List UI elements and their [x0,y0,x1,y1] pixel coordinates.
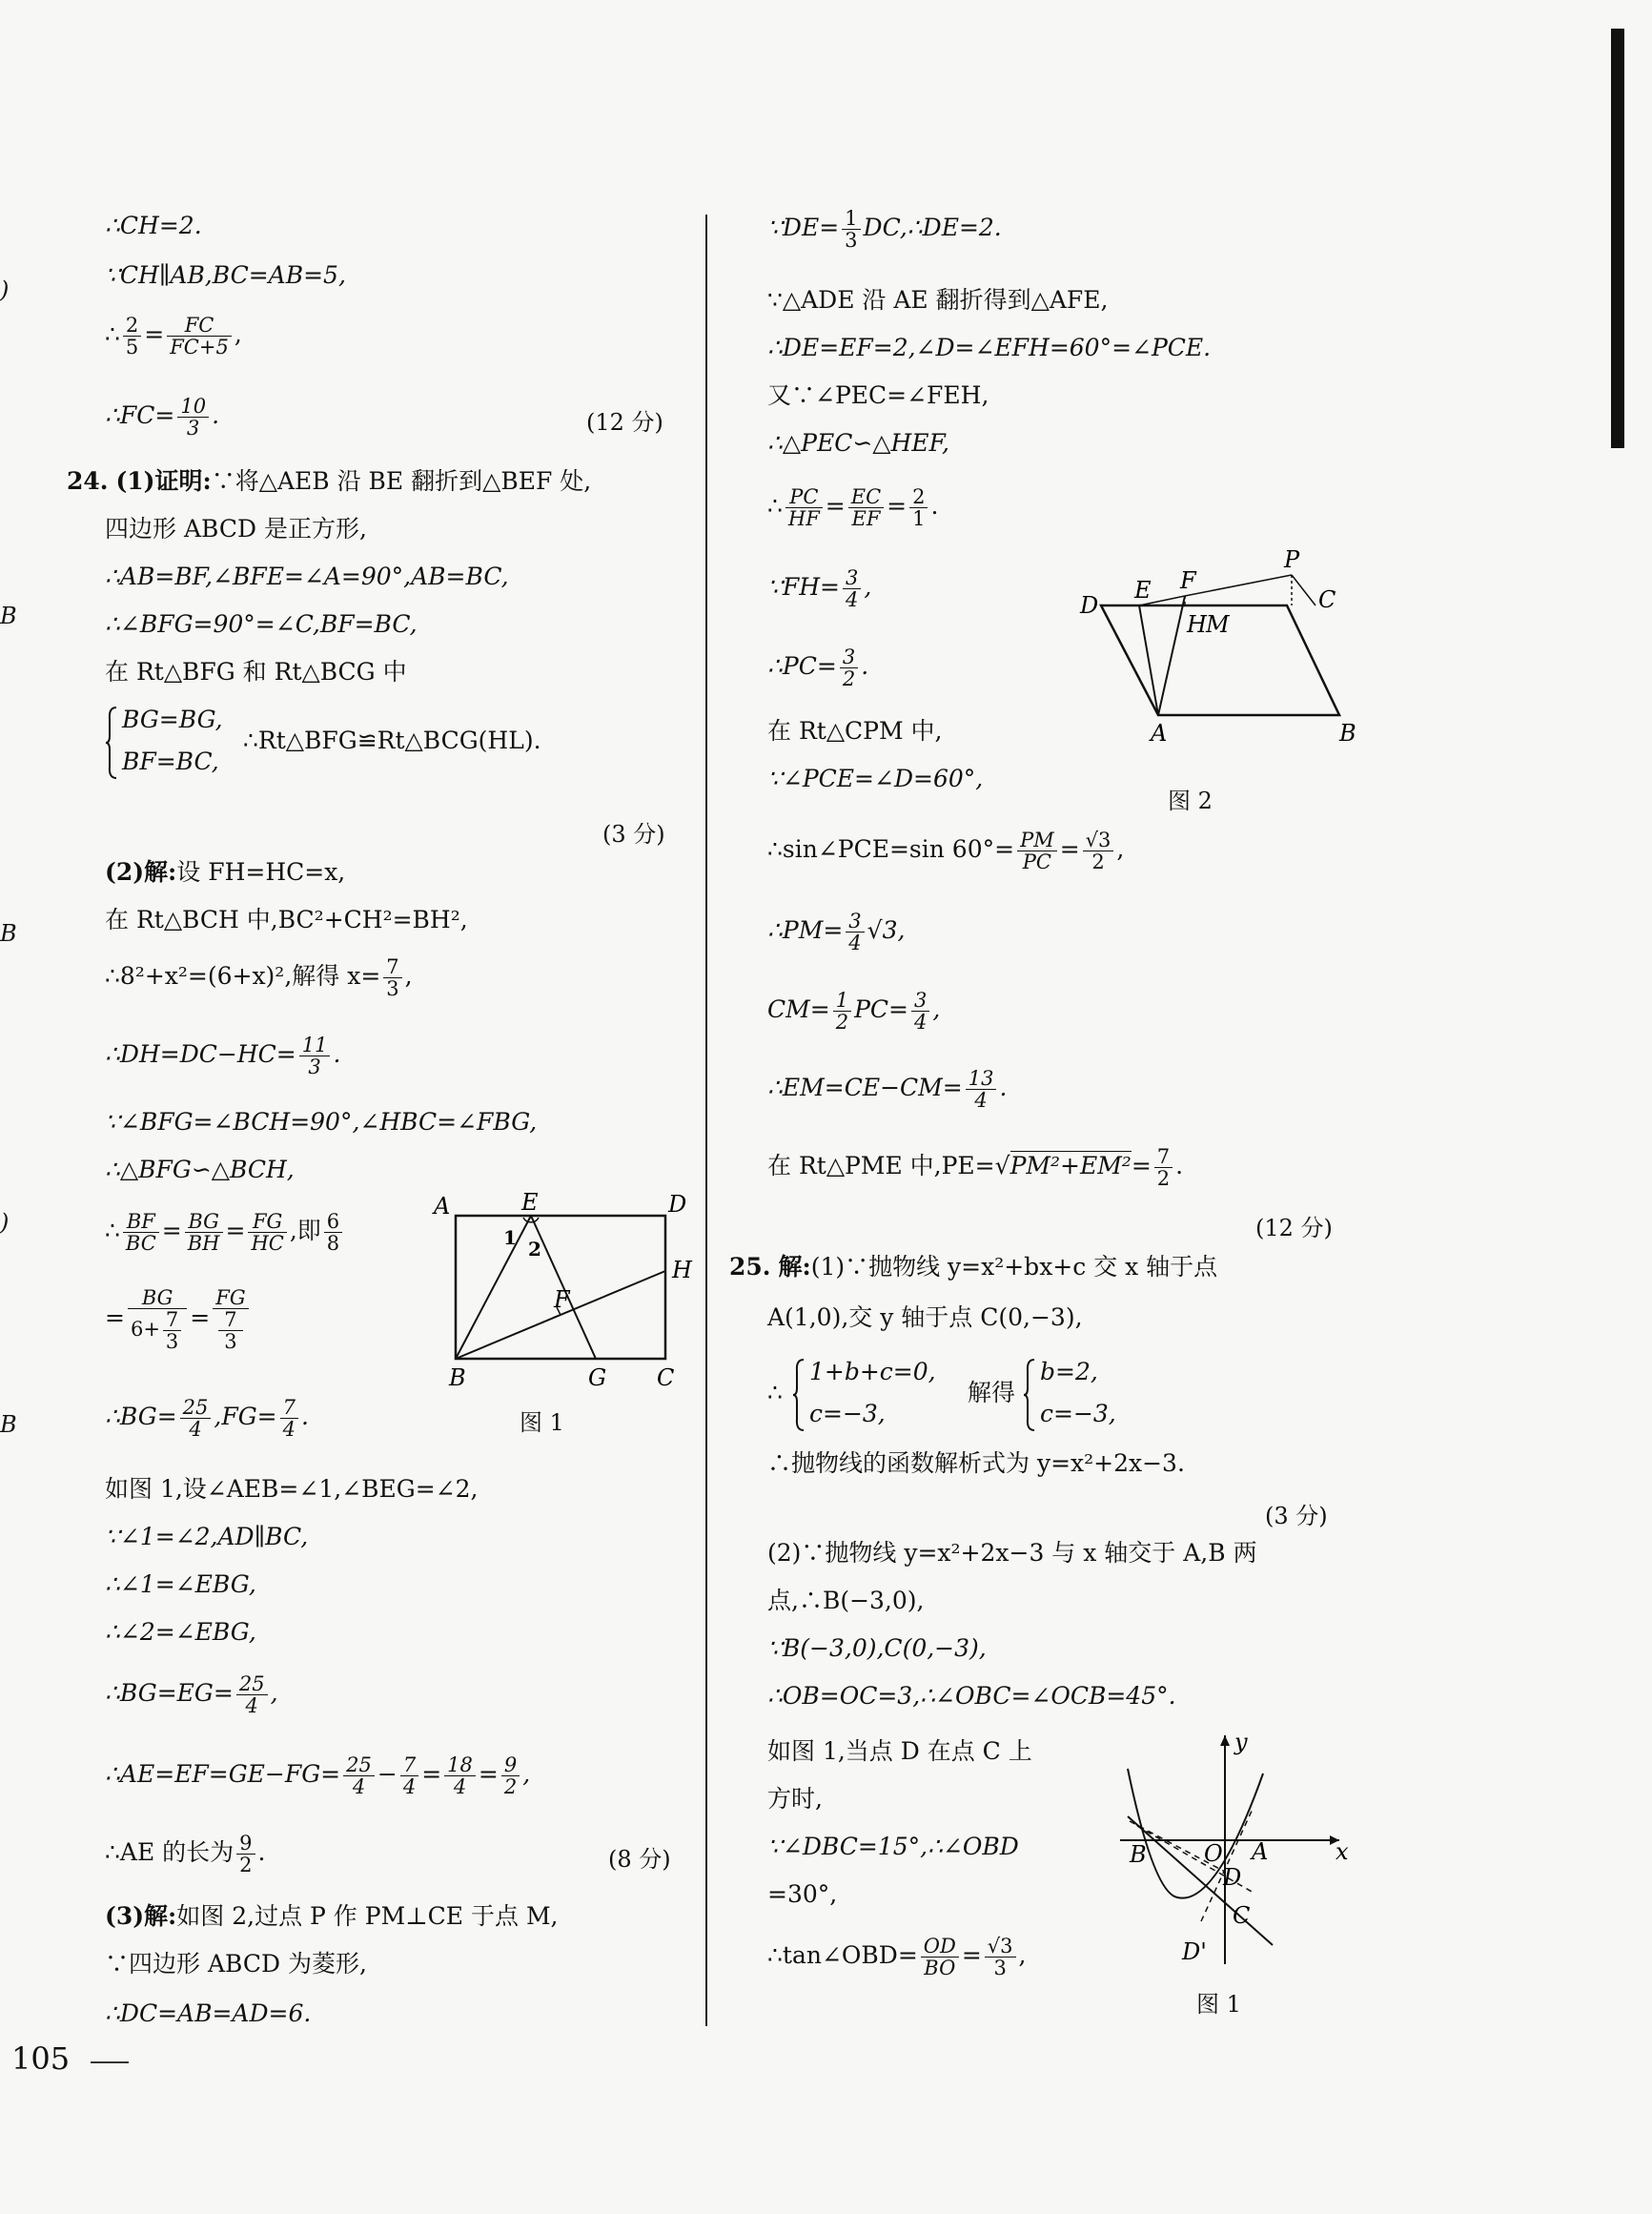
text-line: ∴EM=CE−CM= $\frac{13}{4}$ . [767,1067,1008,1112]
figure-caption: 图 1 [520,1409,564,1436]
text-line: ∵四边形 ABCD 为菱形, [105,1950,367,1978]
brace-icon [105,706,118,780]
angle-arc [523,1218,539,1222]
text-line: 在 Rt△PME 中,PE=√PM²+EM²= $\frac{7}{2}$ . [767,1145,1184,1190]
text-line: A(1,0),交 y 轴于点 C(0,−3), [767,1303,1083,1331]
point-label: B [1130,1841,1147,1868]
text-line: 在 Rt△CPM 中, [767,717,943,745]
score-marker: (12 分) [586,409,663,436]
text-line: ∴PM= $\frac{3}{4}$ √3, [767,910,906,954]
text-line: 四边形 ABCD 是正方形, [105,515,367,543]
text-line: CM= $\frac{1}{2}$ PC= $\frac{3}{4}$ , [767,989,941,1034]
text-line: ∵∠DBC=15°,∴∠OBD [767,1833,1019,1860]
text-line: ∴DH=DC−HC= $\frac{11}{3}$ . [105,1034,341,1078]
text-line: ∴BG= $\frac{25}{4}$ ,FG= $\frac{7}{4}$ . [105,1396,309,1441]
line-BC [1128,1816,1273,1945]
text-line: 在 Rt△BCH 中,BC²+CH²=BH², [105,906,468,933]
text-line: 又∵∠PEC=∠FEH, [767,381,989,409]
segment-BE [456,1216,531,1359]
text-line: ∴∠1=∠EBG, [105,1570,256,1598]
margin-mark: B [0,920,17,947]
text-line: =30°, [767,1880,838,1908]
text-line: 如图 1,设∠AEB=∠1,∠BEG=∠2, [105,1475,479,1503]
text-line: ∵FH= $\frac{3}{4}$ , [767,566,872,611]
point-label: A [1151,720,1168,747]
edge-bar [1611,29,1624,448]
figure-caption: 图 1 [1196,1991,1241,2018]
question-25: 25. 解:(1)∵抛物线 y=x²+bx+c 交 x 轴于点 [729,1253,1218,1281]
text-line: 在 Rt△BFG 和 Rt△BCG 中 [105,658,407,686]
score-marker: (8 分) [608,1846,671,1873]
text-line: ∵∠PCE=∠D=60°, [767,765,984,792]
margin-mark: ) [0,277,10,303]
figure-caption: 图 2 [1168,788,1213,814]
text-line: ∴ $\frac{2}{5}$ = $\frac{FC}{FC+5}$ , [105,314,242,359]
point-label: M [1206,611,1230,638]
text-line: ∵CH∥AB,BC=AB=5, [105,261,346,289]
text-line: ∵DE= $\frac{1}{3}$ DC,∴DE=2. [767,207,1002,252]
score-marker: (3 分) [1265,1503,1328,1529]
point-label: G [588,1364,607,1391]
angle-label: 2 [528,1238,541,1261]
text-line: = BG 6+ $\frac{7}{3}$ = FG 7 3 [105,1287,252,1352]
text-line: ∵∠1=∠2,AD∥BC, [105,1523,309,1550]
point-label: D' [1182,1938,1207,1965]
text-line: ∴ $\frac{BF}{BC}$ = $\frac{BG}{BH}$ = $\frac{FG}{HC}$ ,即 $\frac{6}{8}$ [105,1211,345,1254]
point-label: D [1223,1864,1242,1891]
page-number: 105 [11,2040,71,2077]
text-line: 如图 1,当点 D 在点 C 上 [767,1737,1032,1765]
figure-2-rhombus [1063,546,1358,747]
point-label: F [1180,567,1196,594]
text-line: ∵∠BFG=∠BCH=90°,∠HBC=∠FBG, [105,1108,538,1136]
text-line: ∴∠2=∠EBG, [105,1618,256,1646]
text-line: ∴∠BFG=90°=∠C,BF=BC, [105,610,418,638]
segment-FP [1185,575,1292,596]
text-line: ∴AE=EF=GE−FG= $\frac{25}{4}$ − $\frac{7}{4}$ = $\frac{18}{4}$ = $\frac{9}{2}$ , [105,1753,531,1798]
text-line: ∴DC=AB=AD=6. [105,1999,312,2027]
margin-mark: ) [0,1209,10,1236]
text-line: (3)解:如图 2,过点 P 作 PM⊥CE 于点 M, [105,1902,559,1930]
text-line: ∴ $\frac{PC}{HF}$ = $\frac{EC}{EF}$ = $\frac{2}{1}$ . [767,485,939,530]
brace-icon [1023,1358,1036,1432]
text-line: ∴sin∠PCE=sin 60°= $\frac{PM}{PC}$ = $\frac{√3}{2}$ , [767,829,1125,873]
axis-label: x [1336,1838,1349,1865]
point-label: C [1318,586,1336,613]
text-line: ∴OB=OC=3,∴∠OBC=∠OCB=45°. [767,1682,1176,1710]
column-divider [705,215,707,2026]
text-line: ∴BG=EG= $\frac{25}{4}$ , [105,1672,278,1717]
question-24: 24. (1)证明:∵将△AEB 沿 BE 翻折到△BEF 处, [67,467,592,495]
text-line: (2)∵抛物线 y=x²+2x−3 与 x 轴交于 A,B 两 [767,1539,1257,1567]
figure-1-square [424,1187,777,1391]
point-label: B [1339,720,1356,747]
text-line: 方时, [767,1785,823,1813]
point-label: A [1252,1838,1269,1865]
text-line: ∴AB=BF,∠BFE=∠A=90°,AB=BC, [105,563,509,590]
text-line: ∴tan∠OBD= $\frac{OD}{BO}$ = $\frac{√3}{3}$ , [767,1935,1027,1979]
margin-mark: B [0,1411,17,1438]
score-marker: (12 分) [1255,1215,1333,1241]
point-label: D [1080,592,1099,619]
point-label: O [1204,1840,1223,1867]
text-line: ∵△ADE 沿 AE 翻折得到△AFE, [767,286,1109,314]
segment-AF [1158,596,1185,715]
text-line: ∴DE=EF=2,∠D=∠EFH=60°=∠PCE. [767,334,1212,361]
point-label: F [554,1286,570,1313]
segment-PC [1292,575,1315,605]
text-line: 点,∴B(−3,0), [767,1587,925,1614]
point-label: P [1284,546,1300,573]
angle-label: 1 [503,1226,517,1249]
score-marker: (3 分) [602,821,665,848]
text-line: ∴CH=2. [105,212,202,239]
margin-mark: B [0,603,17,629]
axis-label: y [1234,1729,1248,1755]
text-line: ∴PC= $\frac{3}{2}$ . [767,646,869,690]
y-axis-arrow [1220,1735,1230,1746]
point-label: C [657,1364,675,1391]
point-label: H [1187,611,1207,638]
brace-icon [792,1358,806,1432]
text-line: ∴FC= $\frac{10}{3}$ . [105,395,220,440]
text-line: (2)解:设 FH=HC=x, [105,858,346,886]
point-label: E [1134,577,1152,604]
text-line: ∴△BFG∽△BCH, [105,1156,295,1183]
figure-1-parabola [1111,1731,1358,1964]
text-line: ∴8²+x²=(6+x)²,解得 x= $\frac{7}{3}$ , [105,955,413,1000]
text-line: ∴抛物线的函数解析式为 y=x²+2x−3. [767,1449,1185,1477]
page-number-dash [91,2061,129,2063]
text-line: ∴△PEC∽△HEF, [767,429,949,457]
point-label: C [1233,1902,1251,1929]
point-label: H [672,1257,692,1283]
point-label: A [434,1193,451,1220]
text-line: ∵B(−3,0),C(0,−3), [767,1634,987,1662]
point-label: B [449,1364,466,1391]
text-line: ∴AE 的长为 $\frac{9}{2}$ . [105,1832,266,1876]
point-label: E [521,1189,539,1216]
point-label: D [668,1191,687,1218]
